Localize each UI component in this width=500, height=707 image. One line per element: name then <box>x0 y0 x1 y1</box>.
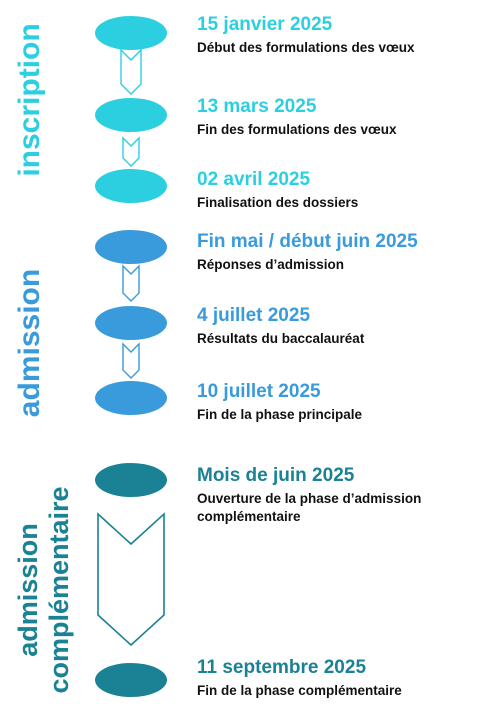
timeline-step <box>197 96 397 139</box>
phase-label-admission <box>13 269 47 417</box>
timeline-step <box>197 231 418 274</box>
step-date: 11 septembre 2025 <box>197 657 367 678</box>
connector-arrow <box>123 266 139 301</box>
timeline-step <box>197 465 421 526</box>
phase-label-line: admission <box>13 268 46 418</box>
step-date: 4 juillet 2025 <box>197 305 311 326</box>
step-label: Résultats du baccalauréat <box>197 331 365 346</box>
phase-label-line: admission <box>13 523 43 657</box>
step-date: 13 mars 2025 <box>197 96 317 117</box>
timeline-step <box>197 305 364 348</box>
step-label: Fin des formulations des vœux <box>197 122 397 137</box>
phase-label-inscription <box>13 23 47 176</box>
step-label: Fin de la phase principale <box>197 407 363 422</box>
timeline-step <box>197 169 358 212</box>
timeline-step <box>197 657 402 700</box>
connector-arrow <box>123 344 139 378</box>
step-label: Début des formulations des vœux <box>197 40 415 55</box>
timeline-step <box>197 381 362 424</box>
step-label: Ouverture de la phase d’admission complémentaire <box>197 491 422 524</box>
step-date: 10 juillet 2025 <box>197 381 321 402</box>
step-date: Mois de juin 2025 <box>197 465 355 486</box>
step-label: Réponses d’admission <box>197 257 345 272</box>
timeline-oval <box>95 663 167 697</box>
timeline-oval <box>95 230 167 264</box>
step-label: Finalisation des dossiers <box>197 195 359 210</box>
connector-arrow <box>121 50 141 94</box>
timeline-oval <box>95 306 167 340</box>
connector-arrow <box>98 514 164 645</box>
step-date: 15 janvier 2025 <box>197 14 333 35</box>
step-label: Fin de la phase complémentaire <box>197 683 402 698</box>
phase-label-line: complémentaire <box>44 486 74 694</box>
timeline-oval <box>95 381 167 415</box>
step-date: Fin mai / début juin 2025 <box>197 231 418 252</box>
timeline-oval <box>95 463 167 497</box>
timeline-step <box>197 14 415 57</box>
phase-label-admission-complementaire <box>13 486 75 693</box>
phase-label-line: inscription <box>13 23 46 177</box>
timeline-oval <box>95 16 167 50</box>
step-date: 02 avril 2025 <box>197 169 311 190</box>
timeline-oval <box>95 169 167 203</box>
timeline-oval <box>95 98 167 132</box>
connector-arrow <box>123 138 139 166</box>
